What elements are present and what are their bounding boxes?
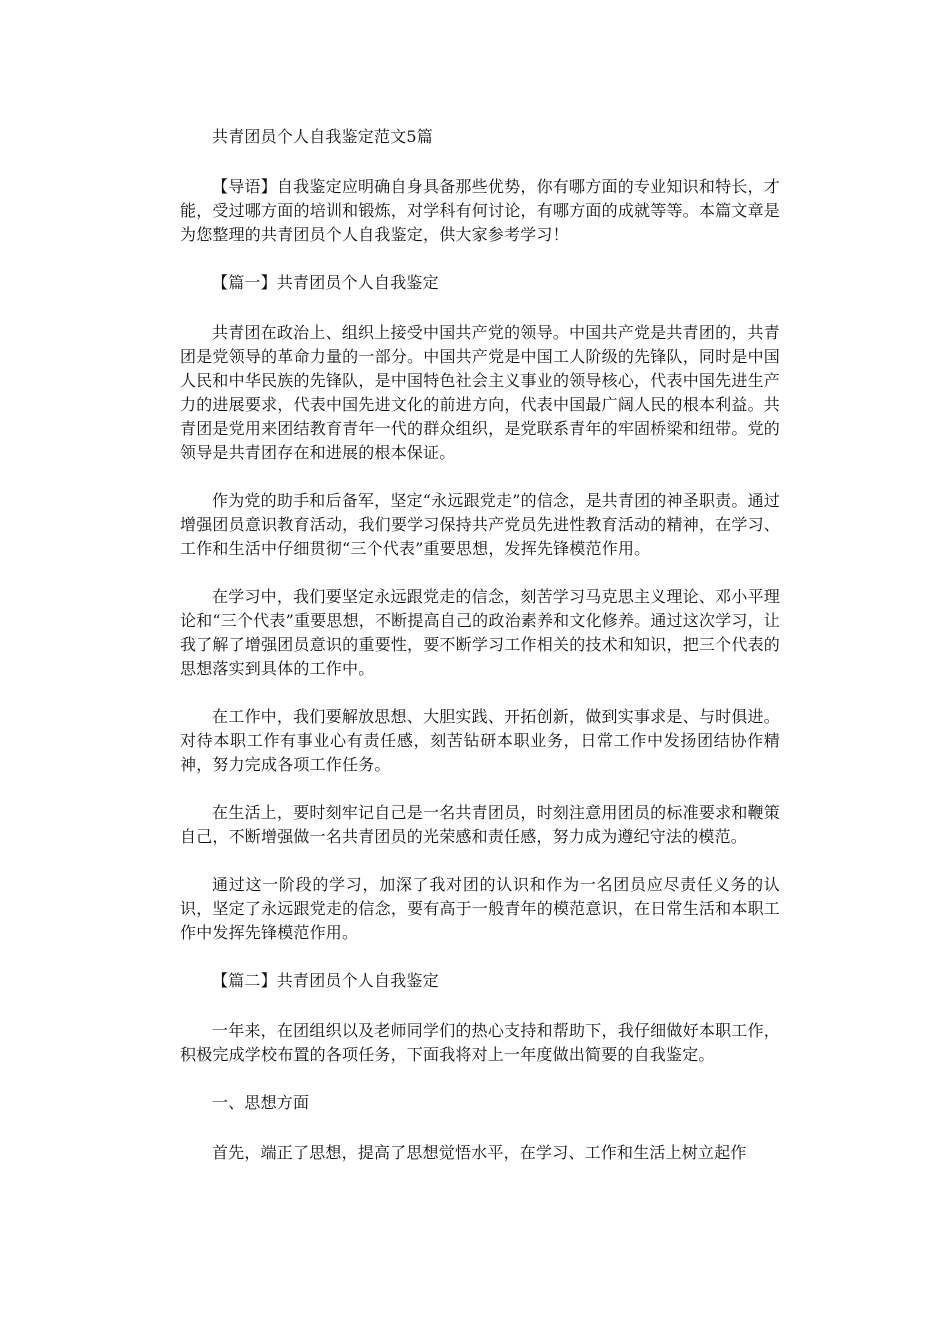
body-paragraph: 在工作中，我们要解放思想、大胆实践、开拓创新，做到实事求是、与时俱进。对待本职工作有事业心有责任感，刻苦钻研本职业务，日常工作中发扬团结协作精神，努力完成各项工作任务。: [180, 707, 780, 774]
section-heading-part-one: 【篇一】共青团员个人自我鉴定: [212, 273, 439, 292]
body-paragraph: 在学习中，我们要坚定永远跟党走的信念，刻苦学习马克思主义理论、邓小平理论和“三个代表”重要思想，不断提高自己的政治素养和文化修养。通过这次学习，让我了解了增强团员意识的重要性，要不断学习工作相关的技术和知识，把三个代表的思想落实到具体的工作中。: [180, 587, 780, 678]
body-paragraph: 一年来，在团组织以及老师同学们的热心支持和帮助下，我仔细做好本职工作，积极完成学校布置的各项任务，下面我将对上一年度做出简要的自我鉴定。: [180, 1021, 780, 1064]
document-body: [180, 125, 780, 1189]
document-title: 共青团员个人自我鉴定范文5篇: [212, 127, 433, 146]
intro-paragraph: 【导语】自我鉴定应明确自身具备那些优势，你有哪方面的专业知识和特长，才能，受过哪方面的培训和锻炼，对学科有何讨论，有哪方面的成就等等。本篇文章是为您整理的共青团员个人自我鉴定，供大家参考学习！: [180, 177, 780, 244]
body-paragraph: 在生活上，要时刻牢记自己是一名共青团员，时刻注意用团员的标准要求和鞭策自己，不断增强做一名共青团员的光荣感和责任感，努力成为遵纪守法的模范。: [180, 803, 780, 846]
subsection-heading-thought: 一、思想方面: [212, 1093, 310, 1112]
body-paragraph: 共青团在政治上、组织上接受中国共产党的领导。中国共产党是共青团的，共青团是党领导的革命力量的一部分。中国共产党是中国工人阶级的先锋队，同时是中国人民和中华民族的先锋队，是中国特色社会主义事业的领导核心，代表中国先进生产力的进展要求，代表中国先进文化的前进方向，代表中国最广阔人民的根本利益。共青团是党用来团结教育青年一代的群众组织，是党联系青年的牢固桥梁和纽带。党的领导是共青团存在和进展的根本保证。: [180, 323, 780, 462]
body-paragraph: 作为党的助手和后备军，坚定“永远跟党走”的信念，是共青团的神圣职责。通过增强团员意识教育活动，我们要学习保持共产党员先进性教育活动的精神，在学习、工作和生活中仔细贯彻“三个代表”重要思想，发挥先锋模范作用。: [180, 491, 780, 558]
body-paragraph: 首先，端正了思想，提高了思想觉悟水平，在学习、工作和生活上树立起作: [212, 1143, 747, 1162]
body-paragraph: 通过这一阶段的学习，加深了我对团的认识和作为一名团员应尽责任义务的认识，坚定了永远跟党走的信念，要有高于一般青年的模范意识，在日常生活和本职工作中发挥先锋模范作用。: [180, 875, 780, 942]
section-heading-part-two: 【篇二】共青团员个人自我鉴定: [212, 971, 439, 990]
